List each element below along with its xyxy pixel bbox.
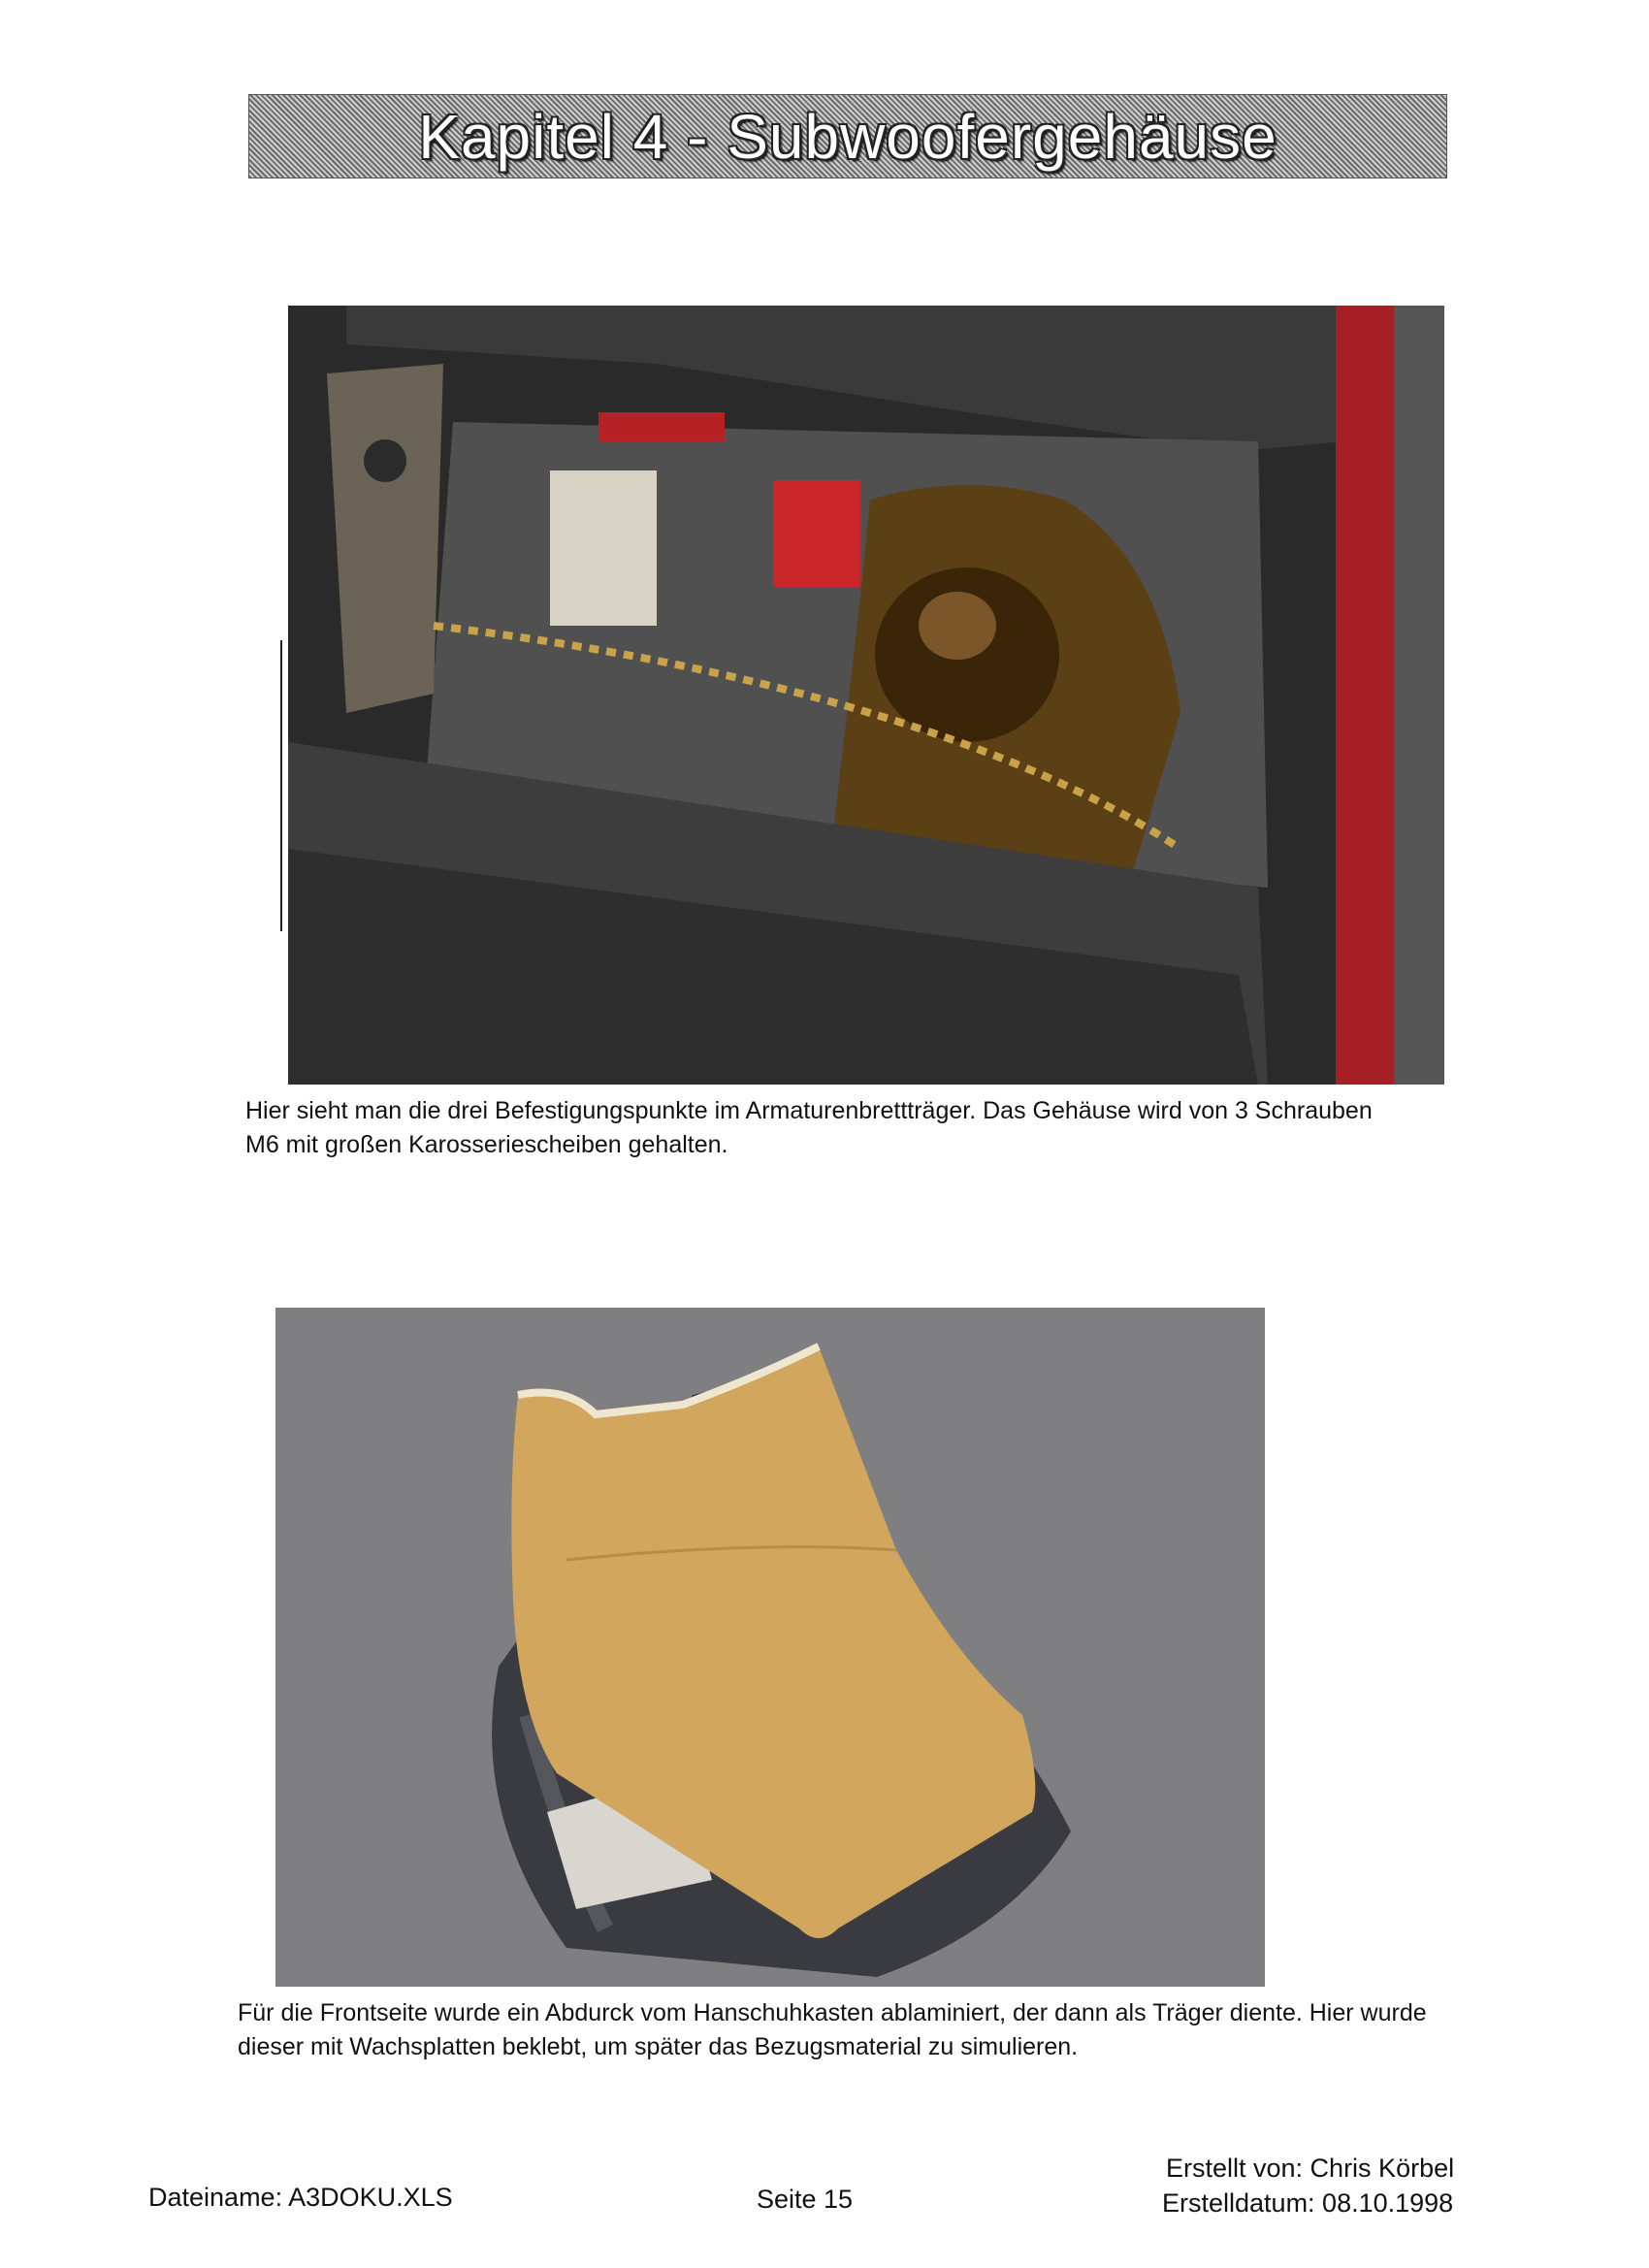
- footer-date: Erstelldatum: 08.10.1998: [1162, 2188, 1454, 2218]
- footer-filename: Dateiname: A3DOKU.XLS: [148, 2183, 453, 2212]
- chapter-title: Kapitel 4 - Subwoofergehäuse: [418, 101, 1277, 172]
- chapter-title-banner: [248, 94, 1447, 178]
- caption-first-photo: Hier sieht man die drei Befestigungspunkte im Armaturenbrettträger. Das Gehäuse wird von 3 Schrauben M6 mit großen Karosseriescheiben gehalten.: [245, 1097, 1373, 1158]
- caption-second-photo: Für die Frontseite wurde ein Abdurck vom Hanschuhkasten ablaminiert, der dann als Träger diente. Hier wurde dieser mit Wachsplatten beklebt, um später das Bezugsmaterial zu simulieren.: [238, 1999, 1427, 2060]
- photo-left-rule: [280, 640, 282, 931]
- photo-dashboard-cavity: [288, 306, 1444, 1085]
- footer-author: Erstellt von: Chris Körbel: [1166, 2154, 1455, 2183]
- footer-page-number: Seite 15: [757, 2185, 854, 2214]
- photo-laminated-mold: [275, 1308, 1265, 1987]
- dashboard-photo-illustration: [288, 306, 1444, 1085]
- mold-photo-illustration: [275, 1308, 1265, 1987]
